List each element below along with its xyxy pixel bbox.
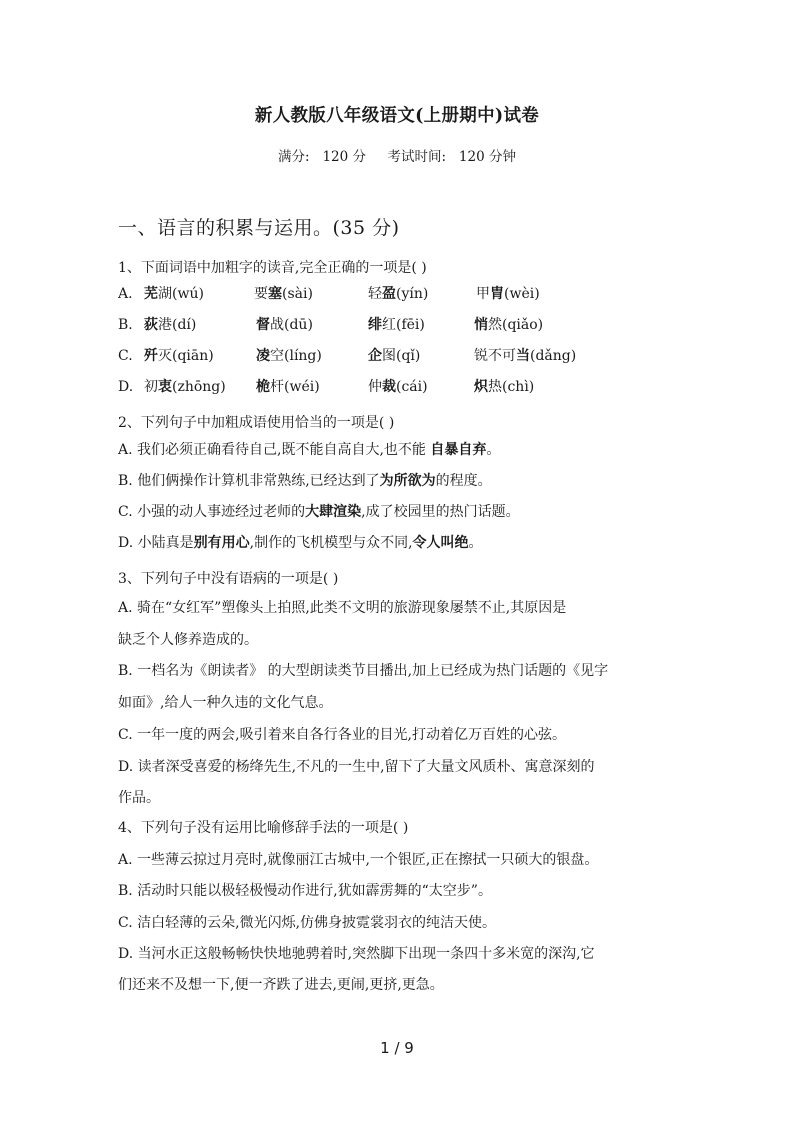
question-4-line: B. 活动时只能以极轻极慢动作进行,犹如霹雳舞的“太空步”。 [118,883,492,899]
question-3-line: D. 读者深受喜爱的杨绛先生,不凡的一生中,留下了大量文风质朴、寓意深刻的 [118,759,595,775]
exam-title: 新人教版八年级语文(上册期中)试卷 [254,106,540,126]
question-2-option-b: B. 他们俩操作计算机非常熟练,已经达到了为所欲为的程度。 [118,473,492,489]
question-4-line: A. 一些薄云掠过月亮时,就像丽江古城中,一个银匠,正在擦拭一只硕大的银盘。 [118,852,599,868]
question-4-line: C. 洁白轻薄的云朵,微光闪烁,仿佛身披霓裳羽衣的纯洁天使。 [118,915,497,931]
word-item: 初衷(zhōng) [144,379,226,395]
option-label: D. [118,379,134,395]
section-heading: 一、语言的积累与运用。(35 分) [118,217,400,239]
word-item: 桅杆(wéi) [256,379,320,395]
question-3-line: 如面》,给人一种久违的文化气息。 [118,695,333,711]
question-1-stem: 1、下面词语中加粗字的读音,完全正确的一项是( ) [118,260,427,276]
page-number: 1 / 9 [380,1039,414,1057]
question-2-option-d: D. 小陆真是别有用心,制作的飞机模型与众不同,令人叫绝。 [118,535,483,551]
word-item: 仲裁(cái) [368,379,428,395]
question-3-stem: 3、下列句子中没有语病的一项是( ) [118,571,339,587]
question-3-line: C. 一年一度的两会,吸引着来自各行各业的目光,打动着亿万百姓的心弦。 [118,727,567,743]
option-label: A. [118,286,133,302]
word-item: 悄然(qiǎo) [474,317,544,333]
word-item: 芜湖(wú) [144,286,204,302]
word-item: 炽热(chì) [474,379,535,395]
word-item: 企图(qǐ) [368,348,421,364]
word-item: 绯红(fēi) [368,317,425,333]
question-3-line: B. 一档名为《朗读者》 的大型朗读类节目播出,加上已经成为热门话题的《见字 [118,663,609,679]
question-4-stem: 4、下列句子没有运用比喻修辞手法的一项是( ) [118,820,409,836]
word-item: 锐不可当(dǎng) [474,348,577,364]
word-item: 轻盈(yín) [368,286,429,302]
exam-subtitle: 满分: 120 分 考试时间: 120 分钟 [278,149,516,165]
question-4-line: 们还来不及想一下,便一齐跌了进去,更闹,更挤,更急。 [118,977,444,993]
word-item: 荻港(dí) [144,317,197,333]
word-item: 凌空(líng) [256,348,322,364]
word-item: 甲胄(wèi) [476,286,540,302]
word-item: 歼灭(qiān) [144,348,214,364]
question-2-option-c: C. 小强的动人事迹经过老师的大肆渲染,成了校园里的热门话题。 [118,504,520,520]
word-item: 督战(dū) [256,317,313,333]
question-3-line: A. 骑在“女红军”塑像头上拍照,此类不文明的旅游现象屡禁不止,其原因是 [118,600,567,616]
question-3-line: 作品。 [118,790,160,806]
question-3-line: 缺乏个人修养造成的。 [118,632,258,648]
word-item: 要塞(sài) [254,286,313,302]
option-label: B. [118,317,133,333]
option-label: C. [118,348,133,364]
question-2-stem: 2、下列句子中加粗成语使用恰当的一项是( ) [118,415,395,431]
question-4-line: D. 当河水正这般畅畅快快地驰骋着时,突然脚下出现一条四十多米宽的深沟,它 [118,946,595,962]
question-2-option-a: A. 我们必须正确看待自己,既不能自高自大,也不能 自暴自弃。 [118,442,501,458]
